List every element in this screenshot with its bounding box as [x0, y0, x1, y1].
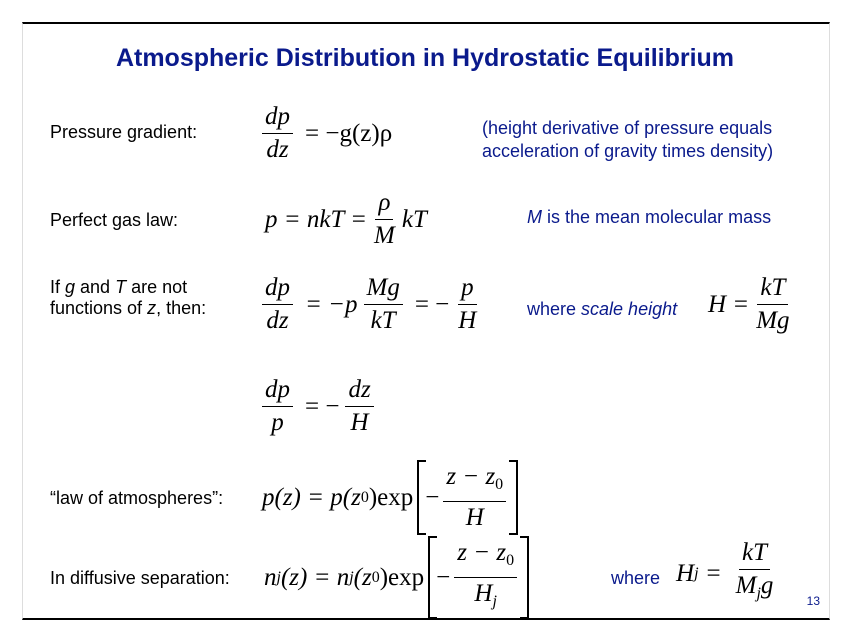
- exp-bracket: − $\frac{z - z_0}{H}$: [417, 460, 518, 535]
- law-of-atmospheres-equation: p(z) = p(z 0 )exp − $\frac{z - z_0}{H}$: [262, 460, 518, 535]
- dp-dz-fraction: [262, 104, 293, 163]
- diffusive-where: where: [611, 568, 661, 588]
- law-of-atmospheres-label: “law of atmospheres”:: [50, 488, 224, 508]
- slide-title: Atmospheric Distribution in Hydrostatic Equilibrium: [115, 44, 735, 72]
- equation-middle-2: = −: [414, 290, 450, 318]
- diffusive-separation-equation: n j (z) = n j (z 0 )exp − $\frac{z - z_0}{H_j}$: [264, 536, 529, 619]
- z-diff-over-H-fraction: $\frac{z - z_0}{H}$: [443, 464, 506, 531]
- equation-middle: = −: [305, 392, 340, 420]
- dp-dz-fraction: $\frac{dp}{dz}$: [262, 275, 293, 334]
- mg-kt-fraction: $\frac{Mg}{kT}$: [364, 275, 403, 334]
- z-diff-over-Hj-fraction: $\frac{z - z_0}{H_j}$: [454, 540, 517, 615]
- perfect-gas-equation: [265, 190, 427, 249]
- note-variable: M: [527, 207, 542, 227]
- scale-height-label-line1: If g and T are not: [50, 277, 188, 297]
- equation-rhs: kT: [401, 205, 427, 233]
- fraction-numerator: ρ: [375, 190, 393, 220]
- fraction-denominator: dz: [266, 136, 289, 163]
- hj-definition: H j = $\frac{kT}{M_jg}$: [676, 540, 780, 607]
- dz-H-fraction: $\frac{dz}{H}$: [345, 377, 373, 436]
- molecular-mass-note: [527, 206, 771, 228]
- scale-height-definition: [708, 275, 797, 334]
- scale-height-note: where scale height: [527, 299, 678, 319]
- rho-over-M-fraction: [371, 190, 398, 249]
- p-over-H-fraction: $\frac{p}{H}$: [458, 274, 477, 334]
- scale-height-equation: [258, 275, 483, 334]
- kt-mg-fraction: $\frac{kT}{Mg}$: [756, 274, 790, 334]
- h-lhs: H =: [708, 290, 750, 318]
- fraction-denominator: M: [374, 222, 395, 249]
- pressure-gradient-note-line1: (height derivative of pressure equals: [482, 118, 773, 138]
- exp-bracket: − $\frac{z - z_0}{H_j}$: [428, 536, 529, 619]
- kt-mjg-fraction: $\frac{kT}{M_jg}$: [735, 539, 774, 602]
- equation-rhs: = −g(z)ρ: [305, 119, 393, 147]
- pressure-gradient-label: Pressure gradient:: [50, 122, 198, 142]
- page-number: 13: [806, 594, 820, 608]
- perfect-gas-label: Perfect gas law:: [50, 210, 179, 230]
- pressure-gradient-note-line2: acceleration of gravity times density): [482, 141, 774, 161]
- pressure-gradient-equation: [258, 104, 400, 163]
- equation-middle: = −p: [305, 290, 358, 318]
- scale-height-label-line2: functions of z, then:: [50, 298, 207, 318]
- log-form-equation: [258, 377, 378, 436]
- diffusive-separation-label: In diffusive separation:: [50, 568, 230, 588]
- dp-p-fraction: $\frac{dp}{p}$: [262, 377, 293, 436]
- equation-lhs: p = nkT =: [265, 205, 368, 233]
- note-text: is the mean molecular mass: [542, 207, 772, 227]
- fraction-numerator: dp: [262, 104, 293, 134]
